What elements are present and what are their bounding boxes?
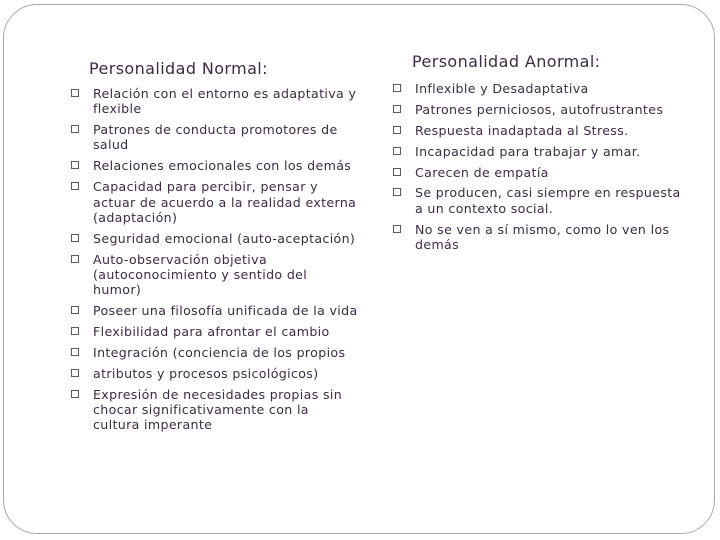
list-item-text: No se ven a sí mismo, como lo ven los demás [415,221,670,252]
list-item [69,345,359,360]
list-item [391,144,691,159]
list-item-text: Integración (conciencia de los propios [93,344,346,360]
list-item [391,222,691,253]
list-item [391,185,691,216]
list-item-text: Flexibilidad para afrontar el cambio [93,324,330,340]
list-item-text: Patrones perniciosos, autofrustrantes [415,101,664,117]
list-item [69,158,359,173]
list-item [69,366,359,381]
abnormal-personality-list [391,81,691,258]
list-item-text: Seguridad emocional (auto-aceptación) [93,230,356,246]
checkbox-bullet-icon [393,84,401,92]
list-item [69,122,359,153]
list-item-text: Carecen de empatía [415,164,549,180]
list-item-text: Se producen, casi siempre en respuesta a un contexto social. [415,185,681,216]
list-item [69,387,359,433]
checkbox-bullet-icon [71,161,79,169]
checkbox-bullet-icon [393,105,401,113]
list-item-text: Respuesta inadaptada al Stress. [415,122,629,138]
list-item-text: atributos y procesos psicológicos) [93,365,319,381]
checkbox-bullet-icon [393,168,401,176]
checkbox-bullet-icon [71,234,79,242]
list-item-text: Relación con el entorno es adaptativa y flexible [93,86,357,117]
checkbox-bullet-icon [71,89,79,97]
list-item [69,252,359,298]
list-item [391,123,691,138]
abnormal-personality-heading: Personalidad Anormal: [412,52,601,71]
checkbox-bullet-icon [393,147,401,155]
checkbox-bullet-icon [71,390,79,398]
checkbox-bullet-icon [393,225,401,233]
checkbox-bullet-icon [71,255,79,263]
list-item-text: Relaciones emocionales con los demás [93,158,352,174]
checkbox-bullet-icon [71,182,79,190]
list-item-text: Poseer una filosofía unificada de la vida [93,303,358,319]
list-item-text: Patrones de conducta promotores de salud [93,122,338,153]
list-item [69,324,359,339]
list-item-text: Auto-observación objetiva (autoconocimiento y sentido del humor) [93,251,308,298]
list-item-text: Expresión de necesidades propias sin chocar significativamente con la cultura imperante [93,386,343,433]
list-item [391,102,691,117]
checkbox-bullet-icon [393,126,401,134]
checkbox-bullet-icon [71,348,79,356]
list-item [69,86,359,117]
list-item [69,179,359,225]
list-item [69,303,359,318]
slide-frame [3,4,715,534]
list-item [69,231,359,246]
checkbox-bullet-icon [71,306,79,314]
checkbox-bullet-icon [71,327,79,335]
list-item [391,81,691,96]
list-item-text: Capacidad para percibir, pensar y actuar de acuerdo a la realidad externa (adaptación) [93,179,357,225]
checkbox-bullet-icon [71,125,79,133]
normal-personality-heading: Personalidad Normal: [89,59,268,78]
list-item-text: Inflexible y Desadaptativa [415,81,589,96]
normal-personality-list [69,86,359,438]
list-item [391,165,691,180]
checkbox-bullet-icon [393,188,401,196]
list-item-text: Incapacidad para trabajar y amar. [415,143,641,159]
checkbox-bullet-icon [71,369,79,377]
